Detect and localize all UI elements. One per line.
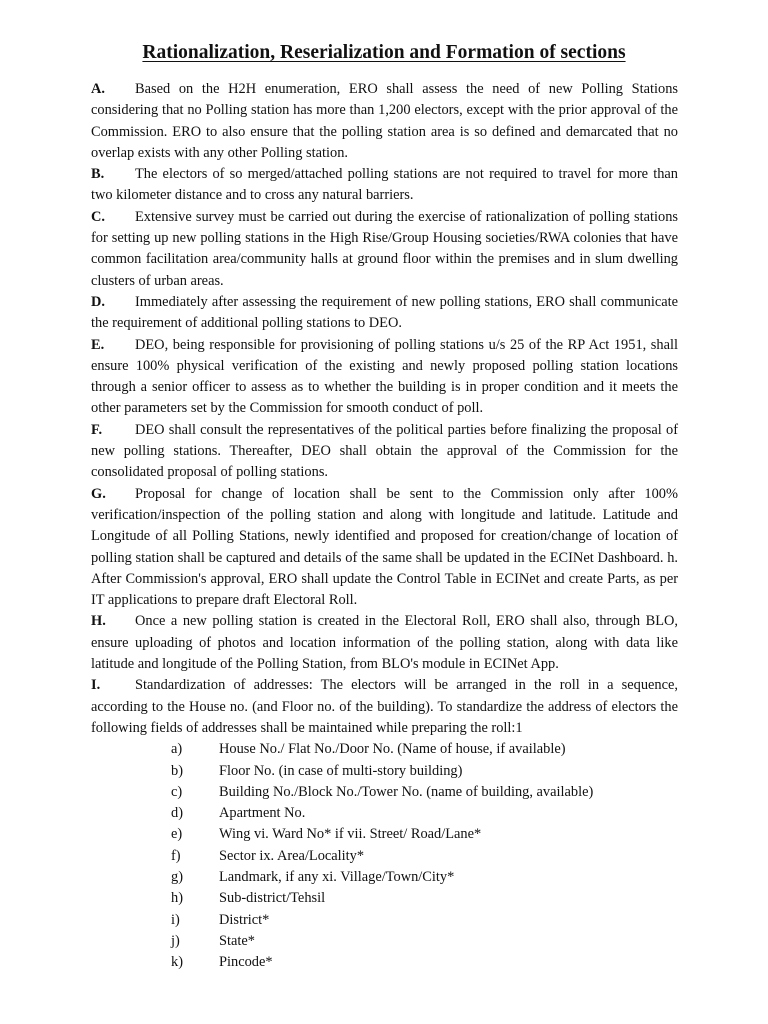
list-item-text: Pincode*	[219, 954, 273, 971]
list-item	[91, 952, 678, 973]
list-item	[91, 739, 678, 760]
paragraph-letter: D.	[91, 293, 105, 310]
list-item	[91, 824, 678, 845]
paragraph-h	[91, 611, 678, 675]
paragraph-text: Based on the H2H enumeration, ERO shall assess the need of new Polling Stations considering that no Polling station has more than 1,200 electors, except with the prior approval of the Commission. ERO to also ensure that the polling station area is so defined and demarcated that no overlap exists with any other Polling station.	[91, 81, 678, 161]
paragraph-letter: E.	[91, 336, 105, 353]
list-item-label: e)	[171, 826, 183, 843]
list-item	[91, 803, 678, 824]
list-item	[91, 910, 678, 931]
paragraph-e	[91, 335, 678, 420]
paragraph-text: Immediately after assessing the requirement of new polling stations, ERO shall communicate the requirement of additional polling stations to DEO.	[91, 293, 678, 332]
paragraph-letter: A.	[91, 81, 105, 97]
paragraph-letter: B.	[91, 166, 105, 183]
list-item-label: g)	[171, 868, 183, 885]
paragraph-c	[91, 207, 678, 292]
list-item-text: Landmark, if any xi. Village/Town/City*	[219, 868, 455, 885]
paragraph-letter: I.	[91, 677, 101, 694]
page-title: Rationalization, Reserialization and Formation of sections	[142, 42, 626, 63]
paragraph-text: Once a new polling station is created in the Electoral Roll, ERO shall also, through BLO, ensure uploading of photos and location information of the polling station, along with data like latitude and longitude of the Polling Station, from BLO's module in ECINet App.	[91, 613, 678, 673]
list-item-label: a)	[171, 741, 183, 758]
paragraph-g	[91, 484, 678, 612]
list-item	[91, 782, 678, 803]
document-body	[91, 79, 678, 973]
paragraph-text: DEO, being responsible for provisioning of polling stations u/s 25 of the RP Act 1951, shall ensure 100% physical verification of the existing and newly proposed polling station locations through a senior officer to assess as to whether the building is in proper condition and it meets the other parameters set by the Commission for smooth conduct of poll.	[91, 336, 678, 417]
paragraph-letter: H.	[91, 613, 106, 630]
list-item-text: District*	[219, 911, 270, 928]
list-item-label: b)	[171, 762, 183, 779]
paragraph-a	[91, 79, 678, 164]
address-fields-list	[91, 739, 678, 973]
paragraph-i	[91, 675, 678, 739]
list-item-label: i)	[171, 911, 180, 928]
list-item-text: Sector ix. Area/Locality*	[219, 847, 365, 864]
paragraph-text: Proposal for change of location shall be sent to the Commission only after 100% verification/inspection of the polling station and along with longitude and latitude. Latitude and Longitude of all Polling Stations, newly identified and proposed for creation/change of location of polling station shall be captured and details of the same shall be updated in the ECINet Dashboard. h. After Commission's approval, ERO shall update the Control Table in ECINet and create Parts, as per IT applications to prepare draft Electoral Roll.	[91, 485, 678, 609]
list-item-label: f)	[171, 847, 181, 864]
paragraph-letter: F.	[91, 421, 103, 438]
list-item	[91, 761, 678, 782]
list-item	[91, 846, 678, 867]
list-item-text: Floor No. (in case of multi-story building)	[219, 762, 463, 779]
paragraph-letter: G.	[91, 485, 106, 502]
paragraph-letter: C.	[91, 208, 105, 225]
paragraph-text: Standardization of addresses: The electors will be arranged in the roll in a sequence, according to the House no. (and Floor no. of the building). To standardize the address of electors the following fields of addresses shall be maintained while preparing the roll:1	[91, 677, 678, 736]
list-item-text: House No./ Flat No./Door No. (Name of house, if available)	[219, 741, 566, 758]
list-item-label: d)	[171, 805, 183, 822]
list-item-text: Wing vi. Ward No* if vii. Street/ Road/Lane*	[219, 826, 482, 843]
paragraph-text: Extensive survey must be carried out during the exercise of rationalization of polling stations for setting up new polling stations in the High Rise/Group Housing societies/RWA colonies that have common facilitation area/community halls at ground floor within the premises and in slum dwelling clusters of urban areas.	[91, 208, 678, 289]
paragraph-b	[91, 164, 678, 207]
list-item	[91, 888, 678, 909]
list-item-text: Apartment No.	[219, 805, 306, 822]
paragraph-text: The electors of so merged/attached polling stations are not required to travel for more than two kilometer distance and to cross any natural barriers.	[91, 166, 678, 204]
list-item-text: State*	[219, 932, 255, 949]
list-item-label: k)	[171, 954, 183, 971]
list-item-label: j)	[171, 932, 180, 949]
list-item-label: c)	[171, 783, 183, 800]
paragraph-f	[91, 420, 678, 484]
list-item	[91, 931, 678, 952]
list-item-text: Sub-district/Tehsil	[219, 890, 326, 907]
list-item-label: h)	[171, 890, 183, 907]
list-item-text: Building No./Block No./Tower No. (name of building, available)	[219, 783, 594, 800]
paragraph-d	[91, 292, 678, 335]
paragraph-text: DEO shall consult the representatives of the political parties before finalizing the proposal of new polling stations. Thereafter, DEO shall obtain the approval of the Commission for the consolidated proposal of polling stations.	[91, 421, 678, 481]
list-item	[91, 867, 678, 888]
